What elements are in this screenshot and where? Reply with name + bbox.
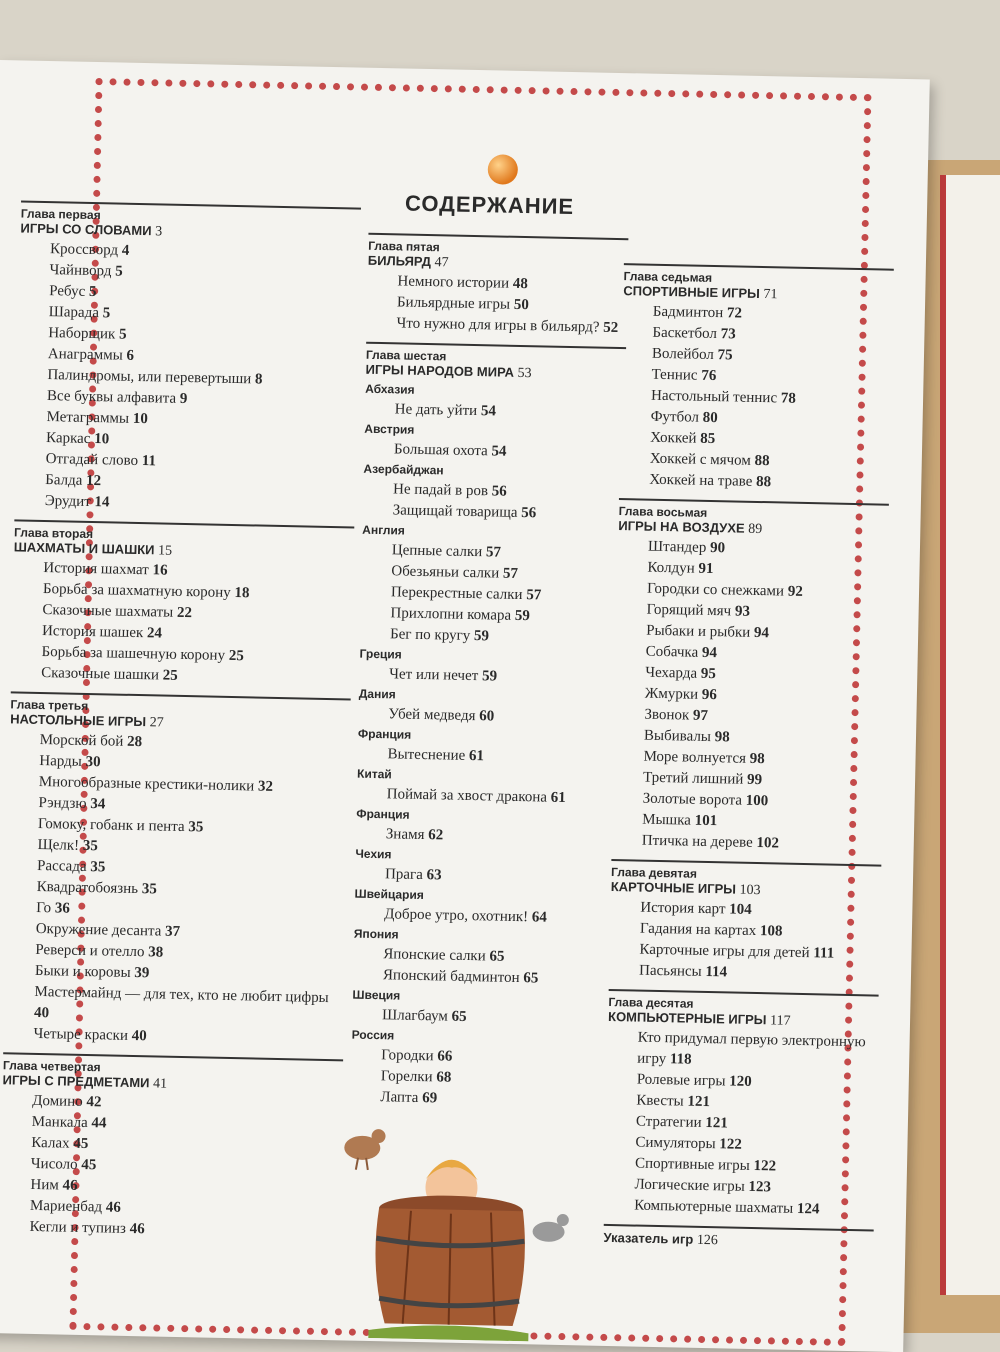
chapter-title-text: ИГРЫ СО СЛОВАМИ <box>20 220 152 239</box>
entry-title: Немного истории <box>397 273 510 292</box>
entry-title: Кегли и тупинз <box>29 1218 127 1237</box>
entry-title: Морской бой <box>39 731 124 750</box>
entry-title: Мариенбад <box>29 1197 103 1216</box>
entry-page: 61 <box>468 747 485 765</box>
entry-page: 100 <box>745 792 769 810</box>
chapter-page: 15 <box>157 543 173 559</box>
chapter-page: 3 <box>155 224 163 240</box>
entry-title: Городки <box>381 1047 434 1065</box>
entry-page: 46 <box>105 1199 122 1216</box>
entry-title: Теннис <box>651 366 698 384</box>
country-label: Дания <box>358 686 396 702</box>
entry-page: 32 <box>257 778 274 795</box>
entry-page: 5 <box>115 263 123 280</box>
barrel-icon <box>374 1194 526 1326</box>
entry-page: 111 <box>813 945 835 962</box>
entry-page: 93 <box>734 603 751 620</box>
entry-page: 6 <box>126 347 135 364</box>
entry-title: История карт <box>640 899 726 918</box>
entry-page: 108 <box>759 923 783 940</box>
entry-title: Звонок <box>644 706 690 724</box>
entry-page: 30 <box>85 753 101 771</box>
entry-title: Баскетбол <box>652 324 718 343</box>
entry-page: 39 <box>134 965 150 982</box>
chapter-page: 71 <box>763 287 778 303</box>
chapter-label: Глава третья <box>10 697 89 713</box>
entry-title: Чехарда <box>645 664 698 682</box>
entry-title: Японский бадминтон <box>382 967 520 987</box>
toc-entry <box>619 469 889 496</box>
entry-title: Сказочные шашки <box>41 664 160 684</box>
toc-entry <box>4 981 345 1030</box>
entry-title: Кроссворд <box>49 241 119 259</box>
page-title: СОДЕРЖАНИЕ <box>404 190 575 220</box>
entry-title: Рэндзю <box>38 794 87 812</box>
entry-page: 61 <box>550 789 566 807</box>
chapter-title-text: БИЛЬЯРД <box>367 252 432 270</box>
entry-page: 65 <box>451 1008 467 1025</box>
entry-title: Окружение десанта <box>35 920 162 940</box>
entry-page: 122 <box>719 1136 743 1153</box>
entry-page: 63 <box>426 867 442 884</box>
country-label: Китай <box>356 766 392 782</box>
entry-page: 45 <box>81 1156 97 1174</box>
country-label: Япония <box>353 926 399 942</box>
entry-title: Штандер <box>647 538 707 556</box>
entry-page: 44 <box>91 1115 107 1132</box>
entry-page: 98 <box>749 750 765 768</box>
entry-title: Борьба за шахматную корону <box>42 581 231 601</box>
country-label: Чехия <box>355 846 392 862</box>
entry-page: 90 <box>709 539 726 557</box>
entry-page: 5 <box>88 283 97 301</box>
entry-title: Знамя <box>385 826 425 844</box>
entry-title: Калах <box>31 1134 70 1152</box>
entry-page: 66 <box>437 1048 453 1065</box>
entry-title: Логические игры <box>634 1176 745 1195</box>
index-title: Указатель игр <box>603 1229 694 1247</box>
entry-title: Колдун <box>647 559 695 577</box>
entry-title: Четыре краски <box>33 1025 129 1044</box>
entry-title: Золотые ворота <box>642 790 743 809</box>
entry-page: 102 <box>756 835 780 852</box>
entry-page: 96 <box>701 686 718 704</box>
chapter-title-text: ИГРЫ НАРОДОВ МИРА <box>365 361 515 380</box>
chapter <box>612 498 889 857</box>
chapter-title-text: НАСТОЛЬНЫЕ ИГРЫ <box>10 711 147 730</box>
entry-page: 35 <box>90 859 106 876</box>
entry-page: 56 <box>521 505 537 522</box>
entry-page: 52 <box>603 319 619 337</box>
entry-title: Многообразные крестики-нолики <box>38 773 255 795</box>
chapter-page: 89 <box>748 521 763 538</box>
entry-title: Хоккей на траве <box>649 471 753 490</box>
entry-page: 75 <box>717 347 733 364</box>
entry-page: 42 <box>86 1094 102 1111</box>
country-label: Швеция <box>352 987 401 1003</box>
entry-title: Хоккей <box>650 429 697 447</box>
entry-title: Бадминтон <box>652 303 724 322</box>
entry-title: Стратегии <box>635 1113 702 1131</box>
entry-title: Жмурки <box>644 685 699 703</box>
entry-page: 64 <box>531 909 548 926</box>
entry-title: Мышка <box>642 811 692 829</box>
entry-title: Волейбол <box>651 345 715 364</box>
entry-page: 40 <box>33 1004 50 1022</box>
entry-title: Вытеснение <box>387 746 466 764</box>
chapter-label: Глава девятая <box>610 864 698 881</box>
chapter-title-text: КАРТОЧНЫЕ ИГРЫ <box>610 878 737 897</box>
entry-page: 34 <box>90 796 106 813</box>
entry-title: Чет или нечет <box>389 666 479 685</box>
entry-title: Бег по кругу <box>389 626 471 644</box>
entry-page: 91 <box>698 560 714 578</box>
index-entry <box>603 1230 873 1253</box>
country-label: Азербайджан <box>363 461 444 478</box>
chapter-label: Глава первая <box>20 206 101 223</box>
entry-title: Перекрестные салки <box>390 584 523 604</box>
entry-page: 5 <box>102 305 111 322</box>
entry-page: 35 <box>82 837 99 855</box>
entry-page: 78 <box>780 390 796 407</box>
entry-title: Прага <box>384 866 424 884</box>
entry-page: 28 <box>126 733 143 751</box>
entry-page: 10 <box>132 410 149 428</box>
entry-page: 80 <box>702 409 718 427</box>
entry-title: Лапта <box>380 1089 419 1106</box>
entry-title: История шашек <box>41 623 144 642</box>
entry-title: Обезьяньи салки <box>391 563 500 582</box>
entry-title: Щелк! <box>37 836 80 854</box>
chapter-page: 27 <box>149 715 164 731</box>
entry-title: Не дать уйти <box>394 401 478 420</box>
entry-title: Убей медведя <box>388 706 476 725</box>
chapter <box>0 1052 343 1244</box>
bird-right-icon <box>532 1213 569 1242</box>
entry-title: Цепные салки <box>391 542 483 561</box>
entry-page: 46 <box>129 1220 145 1238</box>
entry-page: 88 <box>755 473 772 491</box>
chapter-page: 103 <box>739 882 761 899</box>
entry-title: Все буквы алфавита <box>46 388 177 407</box>
country-label: Франция <box>356 806 410 822</box>
chapter-label: Глава десятая <box>608 994 694 1011</box>
background-page-edge <box>940 175 1000 1295</box>
entry-title: Настольный теннис <box>650 387 778 407</box>
entry-title: Квадратобоязнь <box>36 878 139 898</box>
country-label: Россия <box>351 1027 395 1043</box>
chapter-title-text: КОМПЬЮТЕРНЫЕ ИГРЫ <box>607 1008 767 1028</box>
entry-title: Бильярдные игры <box>396 294 511 313</box>
entry-page: 18 <box>234 585 250 602</box>
entry-title: Ним <box>30 1176 59 1194</box>
entry-page: 122 <box>753 1158 777 1175</box>
entry-title: Выбивалы <box>643 727 712 746</box>
chapter-label: Глава четвертая <box>2 1058 101 1075</box>
toc-column-2 <box>350 233 628 1121</box>
entry-page: 95 <box>700 665 716 683</box>
entry-page: 16 <box>152 562 168 579</box>
entry-page: 50 <box>513 296 529 314</box>
country-label: Швейцария <box>354 886 424 903</box>
entry-page: 118 <box>669 1051 692 1068</box>
chapter <box>619 263 894 496</box>
entry-page: 65 <box>489 948 505 965</box>
entry-title: Японские салки <box>383 946 486 965</box>
entry-title: Наборщик <box>48 325 116 343</box>
entry-title: Метаграммы <box>46 409 130 427</box>
entry-page: 10 <box>94 431 110 448</box>
entry-title: Чисоло <box>30 1155 78 1173</box>
chapter-title-text: ИГРЫ НА ВОЗДУХЕ <box>618 518 745 536</box>
entry-title: Что нужно для игры в бильярд? <box>396 315 600 336</box>
entry-title: Собачка <box>645 643 699 661</box>
entry-page: 99 <box>746 771 763 789</box>
index-page: 126 <box>696 1232 719 1249</box>
entry-page: 76 <box>701 367 717 385</box>
entry-title: Хоккей с мячом <box>649 450 752 469</box>
entry-page: 65 <box>523 970 539 987</box>
entry-page: 69 <box>421 1090 438 1107</box>
entry-title: Симуляторы <box>635 1134 716 1153</box>
bird-left-icon <box>344 1128 386 1170</box>
entry-title: Анаграммы <box>47 346 123 364</box>
entry-page: 45 <box>73 1135 89 1153</box>
entry-title: Рыбаки и рыбки <box>646 622 751 641</box>
entry-title: Кто придумал первую электронную игру <box>637 1029 866 1068</box>
entry-title: Балда <box>45 472 83 489</box>
chapter-label: Глава восьмая <box>618 504 708 520</box>
entry-page: 85 <box>700 430 716 448</box>
entry-page: 8 <box>254 371 263 388</box>
entry-page: 94 <box>753 624 770 642</box>
entry-title: Доброе утро, охотник! <box>384 906 529 926</box>
entry-title: Птичка на дереве <box>641 832 753 851</box>
entry-title: Эрудит <box>44 493 91 510</box>
chapter-title-text: ШАХМАТЫ И ШАШКИ <box>13 539 155 558</box>
entry-title: Защищай товарища <box>392 502 518 521</box>
entry-page: 12 <box>85 472 102 490</box>
entry-title: Горелки <box>380 1068 433 1086</box>
entry-title: Пасьянсы <box>638 962 702 980</box>
entry-page: 36 <box>54 900 71 917</box>
entry-title: Гадания на картах <box>639 920 757 940</box>
entry-title: Каркас <box>45 430 91 447</box>
entry-title: Сказочные шахматы <box>42 602 174 621</box>
entry-title: Гомоку, гобанк и пента <box>37 815 185 836</box>
entry-page: 73 <box>720 326 736 343</box>
entry-title: Море волнуется <box>643 748 747 767</box>
entry-title: Манкала <box>31 1113 88 1132</box>
entry-title: Большая охота <box>393 441 488 460</box>
entry-title: Шлагбаум <box>381 1007 448 1025</box>
chapter-title-text: ИГРЫ С ПРЕДМЕТАМИ <box>2 1072 150 1091</box>
entry-page: 59 <box>473 628 490 645</box>
country-label: Греция <box>359 646 402 662</box>
entry-page: 59 <box>481 668 498 685</box>
entry-title: Домино <box>32 1092 83 1110</box>
entry-page: 68 <box>436 1069 452 1086</box>
entry-title: Реверси и отелло <box>35 941 145 961</box>
entry-page: 98 <box>714 729 730 746</box>
toc-entry <box>366 313 626 339</box>
entry-page: 92 <box>787 583 803 600</box>
entry-page: 9 <box>179 390 188 407</box>
entry-title: Ролевые игры <box>636 1071 726 1090</box>
entry-page: 72 <box>726 305 743 322</box>
entry-page: 25 <box>162 667 178 684</box>
entry-page: 40 <box>131 1027 147 1045</box>
entry-title: Спортивные игры <box>634 1155 750 1174</box>
chapter <box>3 691 350 1051</box>
entry-page: 25 <box>228 647 244 665</box>
entry-title: Компьютерные шахматы <box>633 1197 794 1217</box>
entry-page: 22 <box>176 604 193 622</box>
entry-page: 124 <box>796 1200 820 1218</box>
chapter-title-text: СПОРТИВНЫЕ ИГРЫ <box>623 283 760 301</box>
entry-page: 104 <box>729 901 752 918</box>
entry-page: 38 <box>148 944 164 961</box>
entry-title: Рассада <box>36 857 87 875</box>
entry-title: Горящий мяч <box>646 601 732 620</box>
entry-page: 54 <box>491 443 507 460</box>
index-section <box>603 1224 873 1253</box>
country-label: Абхазия <box>365 381 415 397</box>
entry-page: 57 <box>485 544 502 561</box>
chapter-page: 47 <box>434 255 449 271</box>
entry-title: История шахмат <box>43 560 149 579</box>
entry-title: Не падай в ров <box>392 481 489 500</box>
entry-title: Нарды <box>39 752 83 770</box>
entry-page: 56 <box>491 483 507 500</box>
entry-page: 11 <box>141 453 157 470</box>
chapter-page: 53 <box>517 365 532 382</box>
chapter-page: 41 <box>152 1076 168 1092</box>
chapter <box>11 519 354 690</box>
entry-page: 5 <box>118 326 127 343</box>
entry-page: 35 <box>188 819 204 836</box>
toc-column-3 <box>603 263 894 1260</box>
entry-page: 94 <box>701 644 718 662</box>
entry-page: 114 <box>705 963 728 981</box>
entry-title: Городки со снежками <box>646 580 785 600</box>
chapter-page: 117 <box>769 1013 791 1029</box>
toc-column-1 <box>0 200 361 1252</box>
entry-page: 57 <box>502 565 519 582</box>
country-label: Франция <box>357 726 412 742</box>
entry-page: 120 <box>729 1073 752 1090</box>
entry-page: 24 <box>146 625 163 642</box>
entry-page: 123 <box>748 1178 772 1196</box>
entry-page: 60 <box>479 708 495 725</box>
book-page <box>0 60 930 1352</box>
chapter-label: Глава шестая <box>365 347 447 364</box>
toc-entry <box>604 1195 874 1222</box>
entry-page: 35 <box>141 881 157 898</box>
chapter <box>609 859 881 987</box>
entry-page: 97 <box>692 707 709 724</box>
entry-title: Футбол <box>650 408 700 426</box>
entry-title: Ребус <box>49 283 86 300</box>
toc-entry <box>609 960 879 987</box>
country-label: Англия <box>362 522 406 538</box>
chapter <box>15 200 361 518</box>
country-label: Австрия <box>364 421 415 437</box>
entry-page: 46 <box>62 1177 78 1194</box>
entry-page: 59 <box>514 607 531 625</box>
entry-title: Палиндромы, или перевертыши <box>47 367 252 388</box>
entry-title: Карточные игры для детей <box>639 941 810 962</box>
entry-page: 88 <box>754 452 770 470</box>
entry-page: 121 <box>687 1093 711 1111</box>
entry-page: 62 <box>428 827 444 844</box>
entry-title: Прихлопни комара <box>390 605 512 624</box>
toc-entry <box>607 1027 878 1075</box>
entry-page: 14 <box>94 494 110 511</box>
entry-page: 37 <box>164 923 181 940</box>
entry-title: Шарада <box>48 304 100 322</box>
entry-title: Мастермайнд — для тех, кто не любит цифры <box>34 983 329 1007</box>
entry-page: 4 <box>121 242 130 259</box>
chapter <box>366 233 628 339</box>
entry-title: Го <box>36 899 52 917</box>
toc-entry <box>612 830 882 857</box>
entry-title: Третий лишний <box>642 769 744 788</box>
chapter-label: Глава пятая <box>368 238 440 255</box>
entry-title: Поймай за хвост дракона <box>386 786 548 806</box>
entry-title: Отгадай слово <box>45 451 139 469</box>
entry-page: 101 <box>694 812 718 830</box>
chapter <box>604 989 879 1222</box>
chapter-label: Глава вторая <box>13 525 94 542</box>
boy-in-barrel-illustration <box>318 1107 583 1342</box>
chapter-label: Глава седьмая <box>623 269 713 285</box>
entry-page: 121 <box>705 1115 729 1132</box>
chapter <box>350 342 626 1113</box>
entry-page: 54 <box>480 403 497 420</box>
entry-page: 57 <box>526 587 542 604</box>
entry-title: Чайнворд <box>49 262 112 280</box>
entry-page: 48 <box>512 275 528 293</box>
entry-title: Быки и коровы <box>34 962 131 981</box>
entry-title: Квесты <box>636 1092 684 1110</box>
entry-title: Борьба за шашечную корону <box>41 644 226 664</box>
